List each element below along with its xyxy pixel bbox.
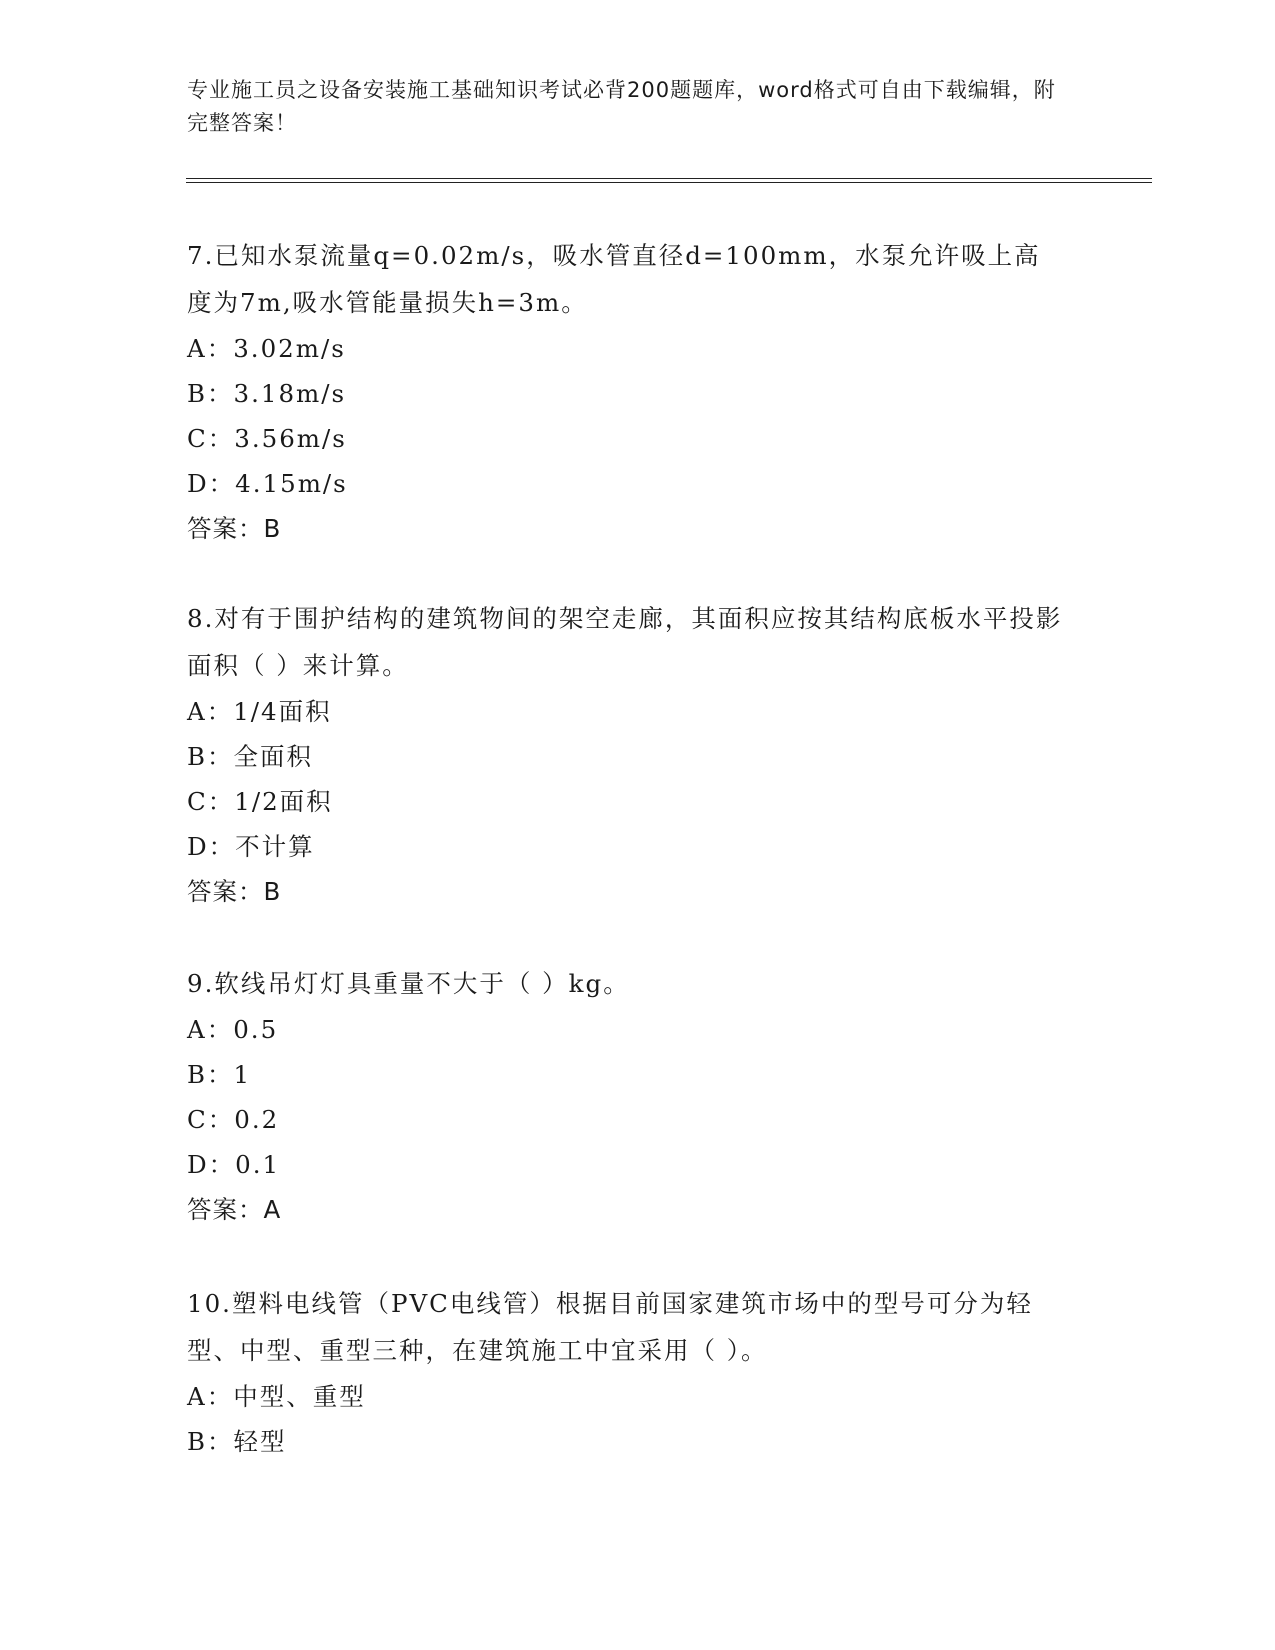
question-9	[187, 960, 1067, 1232]
option-d: D：0.1	[187, 1150, 281, 1179]
option-c: C：3.56m/s	[187, 424, 347, 453]
option-c: C：0.2	[187, 1105, 280, 1134]
question-8	[187, 595, 1067, 914]
option-d: D：4.15m/s	[187, 469, 348, 498]
option-a: A：1/4面积	[187, 697, 332, 726]
option-a: A：中型、重型	[187, 1382, 366, 1411]
option-b: B：全面积	[187, 742, 314, 771]
answer: 答案：A	[187, 1195, 282, 1224]
question-stem: 9.软线吊灯灯具重量不大于（ ）kg。	[187, 969, 630, 998]
option-d: D：不计算	[187, 832, 315, 861]
question-stem: 8.对有于围护结构的建筑物间的架空走廊，其面积应按其结构底板水平投影面积（ ）来计算。	[187, 604, 1063, 680]
header-divider-bottom	[186, 182, 1152, 183]
option-c: C：1/2面积	[187, 787, 333, 816]
option-b: B：1	[187, 1060, 252, 1089]
header-divider-top	[186, 178, 1152, 179]
option-b: B：轻型	[187, 1427, 287, 1456]
document-header: 专业施工员之设备安装施工基础知识考试必背200题题库，word格式可自由下载编辑，附完整答案！	[187, 78, 1056, 135]
question-stem: 7.已知水泵流量q=0.02m/s，吸水管直径d=100mm，水泵允许吸上高度为7m,吸水管能量损失h=3m。	[187, 241, 1041, 317]
question-10	[187, 1280, 1067, 1464]
answer: 答案：B	[187, 514, 282, 543]
question-stem: 10.塑料电线管（PVC电线管）根据目前国家建筑市场中的型号可分为轻型、中型、重型三种，在建筑施工中宜采用（ ）。	[187, 1289, 1033, 1365]
answer: 答案：B	[187, 877, 282, 906]
option-b: B：3.18m/s	[187, 379, 347, 408]
question-7	[187, 232, 1067, 551]
option-a: A：3.02m/s	[187, 334, 346, 363]
option-a: A：0.5	[187, 1015, 279, 1044]
